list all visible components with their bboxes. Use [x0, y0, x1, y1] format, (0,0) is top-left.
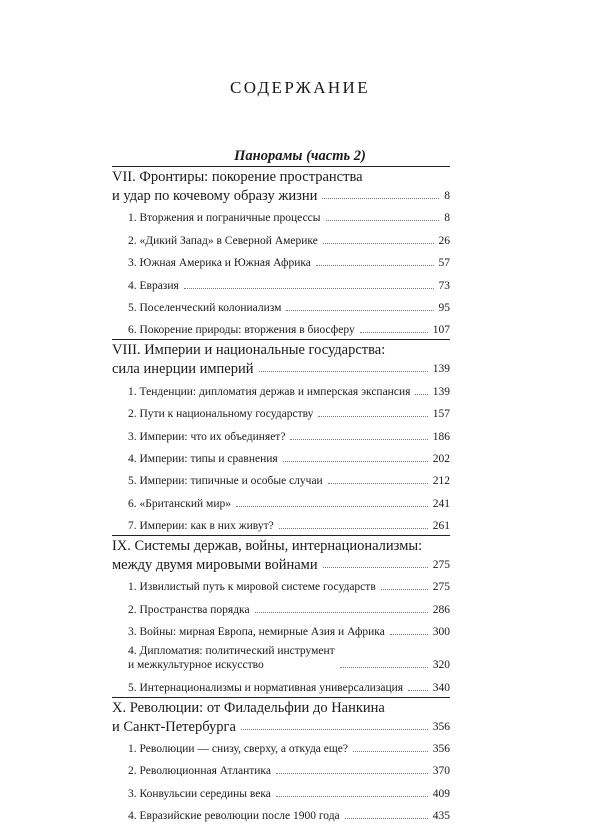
- dot-leader: [236, 506, 428, 507]
- page-number: 356: [432, 743, 450, 756]
- entry-label: 3. Войны: мирная Европа, немирные Азия и Африка: [128, 626, 385, 639]
- page-number: 340: [432, 681, 450, 694]
- page-number: 157: [432, 408, 450, 421]
- entry-label: 5. Империи: типичные и особые случаи: [128, 475, 323, 488]
- page-number: 26: [438, 234, 450, 247]
- toc-entry: [112, 270, 450, 292]
- page-number: 370: [432, 765, 450, 778]
- dot-leader: [184, 288, 434, 289]
- dot-leader: [345, 818, 428, 819]
- toc-entry: [112, 756, 450, 778]
- chapter-title: VII. Фронтиры: покорение пространства: [112, 169, 363, 185]
- page-number: 139: [432, 363, 450, 376]
- chapter-subtitle: и Санкт-Петербурга: [112, 718, 236, 735]
- page-number: 139: [432, 385, 450, 398]
- chapter-subtitle: и удар по кочевому образу жизни: [112, 188, 318, 204]
- entry-label: 1. Извилистый путь к мировой системе государств: [128, 581, 376, 594]
- page-number: 57: [438, 257, 450, 270]
- dot-leader: [353, 751, 428, 752]
- entry-label: 3. Южная Америка и Южная Африка: [128, 257, 311, 270]
- entry-label: 7. Империи: как в них живут?: [128, 520, 274, 533]
- dot-leader: [255, 612, 428, 613]
- page-number: 275: [432, 581, 450, 594]
- dot-leader: [286, 310, 433, 311]
- page-number: 8: [444, 212, 450, 225]
- toc-entry: [112, 572, 450, 594]
- page-number: 286: [432, 603, 450, 616]
- toc-entry: [112, 444, 450, 466]
- entry-label: 4. Евразия: [128, 279, 179, 292]
- chapter-title: X. Революции: от Филадельфии до Нанкина: [112, 699, 385, 716]
- entry-label: 4. Евразийские революции после 1900 года: [128, 810, 340, 823]
- toc-entry: [112, 778, 450, 800]
- toc-entry: [112, 203, 450, 225]
- toc-entry: [112, 801, 450, 823]
- page-number: 356: [432, 720, 450, 733]
- page-number: 8: [444, 190, 450, 202]
- chapter-ix: [112, 535, 450, 695]
- chapter-viii: [112, 339, 450, 533]
- entry-label: 1. Тенденции: дипломатия держав и имперская экспансия: [128, 385, 411, 398]
- dot-leader: [340, 667, 428, 668]
- dot-leader: [390, 634, 428, 635]
- page-number: 275: [432, 559, 450, 572]
- toc-entry: [112, 511, 450, 533]
- page-number: 107: [432, 324, 450, 337]
- dot-leader: [276, 773, 428, 774]
- chapter-vii: [112, 166, 450, 337]
- entry-label: 1. Революции — снизу, сверху, а откуда еще?: [128, 743, 348, 756]
- contents-title: СОДЕРЖАНИЕ: [229, 78, 371, 97]
- dot-leader: [360, 332, 428, 333]
- dot-leader: [279, 528, 428, 529]
- dot-leader: [283, 461, 428, 462]
- chapter-title-row: [112, 358, 450, 376]
- toc-entry: [112, 376, 450, 398]
- page-number: 409: [432, 787, 450, 800]
- dot-leader: [259, 371, 428, 372]
- entry-label: 2. «Дикий Запад» в Северной Америке: [128, 234, 318, 247]
- dot-leader: [323, 567, 428, 568]
- entry-label: 3. Империи: что их объединяет?: [128, 430, 286, 443]
- dot-leader: [323, 243, 434, 244]
- page-number: 241: [432, 497, 450, 510]
- chapter-x: [112, 697, 450, 824]
- page-number: 186: [432, 430, 450, 443]
- chapter-subtitle: между двумя мировыми войнами: [112, 557, 318, 574]
- page-number: 435: [432, 810, 450, 823]
- entry-label: 2. Революционная Атлантика: [128, 765, 271, 778]
- page-number: 300: [432, 626, 450, 639]
- dot-leader: [318, 416, 427, 417]
- chapter-title-row: [112, 185, 450, 203]
- entry-label: 5. Поселенческий колониализм: [128, 301, 282, 314]
- page-number: 212: [432, 475, 450, 488]
- toc-entry: [112, 639, 450, 672]
- toc-entry: [112, 293, 450, 315]
- entry-label: 4. Дипломатия: политический инструмент и межкультурное искусство: [128, 645, 335, 672]
- table-of-contents: [112, 166, 450, 825]
- entry-label: 2. Пути к национальному государству: [128, 408, 314, 421]
- toc-entry: [112, 488, 450, 510]
- entry-label: 1. Вторжения и пограничные процессы: [128, 212, 321, 225]
- toc-entry: [112, 594, 450, 616]
- chapter-title: IX. Системы держав, войны, интернационализмы:: [112, 538, 423, 555]
- entry-label: 4. Империи: типы и сравнения: [128, 452, 278, 465]
- toc-entry: [112, 672, 450, 694]
- chapter-title-row: [112, 716, 450, 734]
- toc-entry: [112, 466, 450, 488]
- page-number: 202: [432, 452, 450, 465]
- dot-leader: [328, 483, 428, 484]
- dot-leader: [326, 220, 440, 221]
- chapter-title: VIII. Империи и национальные государства:: [112, 342, 386, 359]
- chapter-subtitle: сила инерции империй: [112, 361, 254, 378]
- page-number: 261: [432, 520, 450, 533]
- entry-label: 5. Интернационализмы и нормативная универсализация: [128, 681, 404, 694]
- toc-entry: [112, 248, 450, 270]
- page-number: 73: [438, 279, 450, 292]
- entry-label: 6. Покорение природы: вторжения в биосферу: [128, 324, 355, 337]
- dot-leader: [276, 796, 428, 797]
- toc-entry: [112, 315, 450, 337]
- page-number: 95: [438, 301, 450, 314]
- toc-entry: [112, 734, 450, 756]
- toc-entry: [112, 225, 450, 247]
- toc-entry: [112, 617, 450, 639]
- dot-leader: [415, 394, 427, 395]
- entry-label: 6. «Британский мир»: [128, 497, 231, 510]
- entry-label: 3. Конвульсии середины века: [128, 787, 271, 800]
- dot-leader: [381, 589, 428, 590]
- dot-leader: [290, 439, 427, 440]
- chapter-title-row: [112, 554, 450, 572]
- toc-entry: [112, 399, 450, 421]
- entry-label: 2. Пространства порядка: [128, 603, 250, 616]
- page-number: 320: [432, 659, 450, 672]
- dot-leader: [241, 729, 428, 730]
- dot-leader: [408, 690, 428, 691]
- toc-entry: [112, 421, 450, 443]
- part-subtitle: Панорамы (часть 2): [234, 148, 366, 164]
- dot-leader: [316, 265, 434, 266]
- dot-leader: [322, 198, 439, 199]
